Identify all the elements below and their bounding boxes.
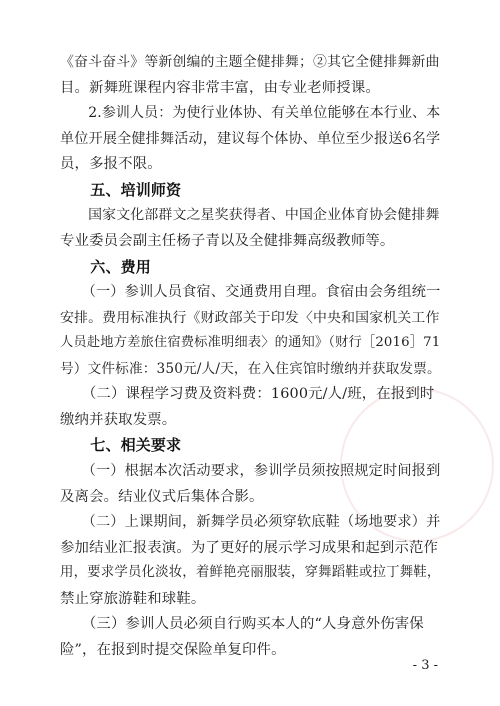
section-heading-trainers: 五、培训师资: [60, 181, 182, 199]
body-line: 安排。费用标准执行《财政部关于印发〈中央和国家机关工作: [60, 310, 440, 326]
section-heading-requirements: 七、相关要求: [60, 436, 182, 454]
body-line: 目。新舞班课程内容非常丰富，由专业老师授课。: [60, 80, 380, 96]
body-line: 专业委员会副主任杨子青以及全健排舞高级教师等。: [60, 233, 395, 249]
body-line: 参加结业汇报表演。为了更好的展示学习成果和起到示范作: [60, 540, 439, 556]
body-line: （一）根据本次活动要求，参训学员须按照规定时间报到: [60, 463, 441, 479]
body-line: 缴纳并获取发票。: [60, 412, 177, 428]
body-line: （三）参训人员必须自行购买本人的“人身意外伤害保: [60, 616, 424, 632]
body-line: 号）文件标准：350元/人/天，在入住宾馆时缴纳并获取发票。: [60, 361, 441, 377]
body-line: 险”，在报到时提交保险单复印件。: [60, 642, 286, 658]
body-line: 及离会。结业仪式后集体合影。: [60, 489, 264, 505]
body-line: （一）参训人员食宿、交通费用自理。食宿由会务组统一: [60, 284, 441, 300]
body-line: 员，多报不限。: [60, 156, 162, 172]
body-line: 用，要求学员化淡妆，着鲜艳亮丽服装，穿舞蹈鞋或拉丁舞鞋，: [60, 565, 441, 580]
body-line: 人员赴地方差旅住宿费标准明细表〉的通知》（财行［2016］71: [60, 335, 441, 350]
body-line: 《奋斗奋斗》等新创编的主题全健排舞；②其它全健排舞新曲: [60, 54, 440, 70]
body-line: 禁止穿旅游鞋和球鞋。: [60, 591, 206, 607]
section-heading-fees: 六、费用: [60, 258, 151, 276]
body-line: （二）课程学习费及资料费：1600元/人/班，在报到时: [60, 386, 435, 402]
body-line: 2.参训人员：为使行业体协、有关单位能够在本行业、本: [60, 105, 441, 121]
body-line: 单位开展全健排舞活动，建议每个体协、单位至少报送6名学: [60, 131, 441, 147]
body-line: 国家文化部群文之星奖获得者、中国企业体育协会健排舞: [60, 207, 440, 223]
page-number: - 3 -: [412, 658, 438, 673]
body-line: （二）上课期间，新舞学员必须穿软底鞋（场地要求）并: [60, 514, 441, 530]
